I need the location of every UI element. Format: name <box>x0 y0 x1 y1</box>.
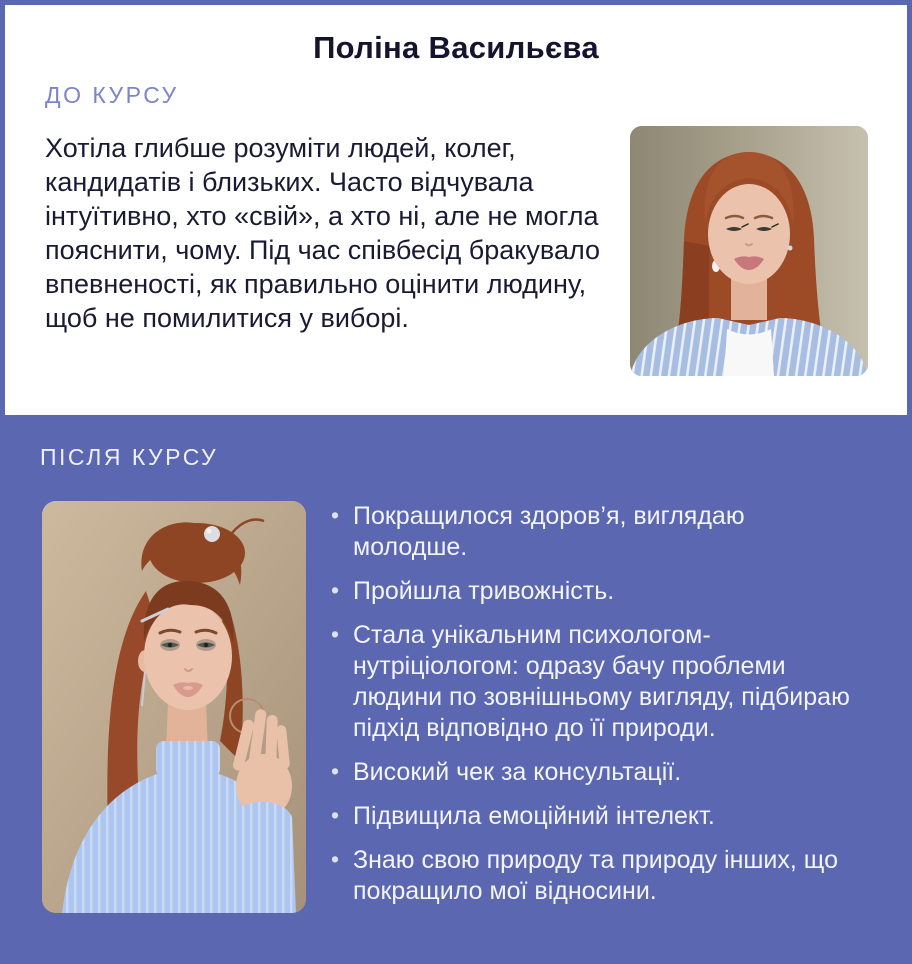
after-bullets <box>330 501 852 920</box>
portrait-before-illustration <box>630 126 868 376</box>
after-bullet-item <box>330 801 852 832</box>
photo-after <box>42 501 306 913</box>
bullet-text: Пройшла тривожність. <box>353 577 615 605</box>
after-bullet-item <box>330 620 852 744</box>
page-title: Поліна Васильєва <box>313 30 599 65</box>
bullet-text: Високий чек за консультації. <box>353 758 682 786</box>
after-bullet-item <box>330 576 852 607</box>
before-paragraph: Хотіла глибше розуміти людей, колег, кандидатів і близьких. Часто відчувала інтуїтивно, хто «свій», а хто ні, але не могла пояснити, чому. Під час співбесід бракувало впевненості, як правильно оцінити людину, щоб не помилитися у виборі. <box>45 133 601 333</box>
bullet-text: Стала унікальним психологом-нутріціологом: одразу бачу проблеми людини по зовнішньому вигляду, підбираю підхід відповідно до її природи. <box>353 621 850 742</box>
after-bullet-item <box>330 845 852 907</box>
bullet-text: Підвищила емоційний інтелект. <box>353 802 715 830</box>
portrait-after-illustration <box>42 501 306 913</box>
bullet-text: Знаю свою природу та природу інших, що покращило мої відносини. <box>353 846 838 905</box>
bullet-text: Покращилося здоров’я, виглядаю молодше. <box>353 502 745 561</box>
after-heading: ПІСЛЯ КУРСУ <box>40 444 219 470</box>
photo-before <box>630 126 868 376</box>
before-heading: ДО КУРСУ <box>45 82 179 108</box>
after-bullet-item <box>330 757 852 788</box>
after-bullet-item <box>330 501 852 563</box>
